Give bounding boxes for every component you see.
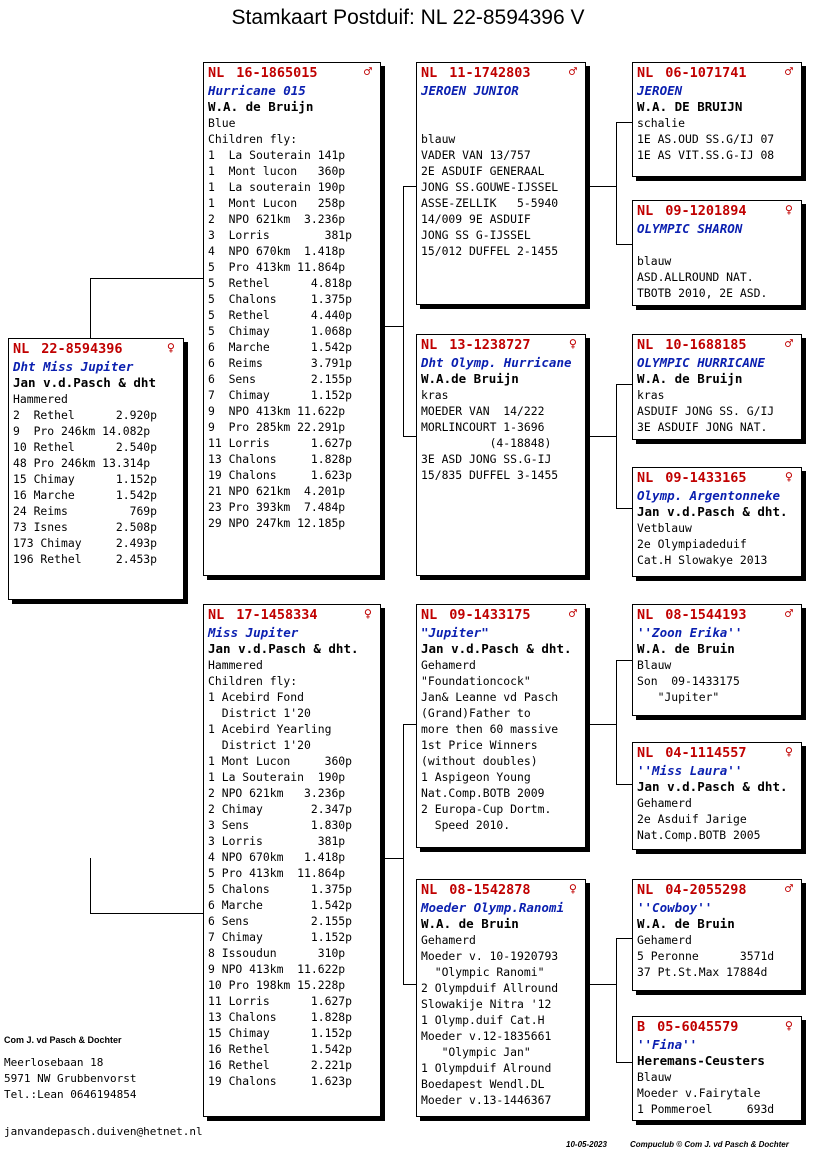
pigeon-card-mother-mother[interactable] xyxy=(416,879,586,1117)
footer-date: 10-05-2023 xyxy=(566,1140,607,1149)
pigeon-info-line: schalie xyxy=(637,116,686,130)
pigeon-header xyxy=(421,337,581,355)
pigeon-card-fff[interactable] xyxy=(632,62,802,177)
pigeon-info-line: Vetblauw xyxy=(637,521,692,535)
pigeon-info-line: 13 Chalons 1.828p xyxy=(208,1010,353,1024)
country-code: NL xyxy=(421,65,438,81)
pigeon-info-line: kras xyxy=(637,388,665,402)
connector-line xyxy=(616,938,617,1062)
pigeon-info-line: Blauw xyxy=(637,1070,672,1084)
pigeon-name: "Jupiter" xyxy=(421,625,489,640)
connector-line xyxy=(385,326,403,327)
pigeon-info-line: blauw xyxy=(421,132,456,146)
pigeon-card-mfm[interactable] xyxy=(632,742,802,850)
pigeon-info-line: VADER VAN 13/757 xyxy=(421,148,531,162)
pigeon-info-line: 9 NPO 413km 11.622p xyxy=(208,404,346,418)
breeder-city: 5971 NW Grubbenvorst xyxy=(4,1072,137,1085)
male-icon: ♂ xyxy=(363,64,372,80)
country-code: NL xyxy=(637,65,654,81)
pigeon-info-line: 9 NPO 413km 11.622p xyxy=(208,962,346,976)
connector-line xyxy=(590,984,616,985)
pigeon-info-line: 19 Chalons 1.623p xyxy=(208,1074,353,1088)
pigeon-info-line: 1 Olympduif Alround xyxy=(421,1061,552,1075)
country-code: NL xyxy=(637,882,654,898)
ring-number: 16-1865015 xyxy=(236,65,318,81)
pigeon-header xyxy=(637,337,797,355)
pigeon-owner: Jan v.d.Pasch & dht. xyxy=(421,641,572,656)
pigeon-info-line: 37 Pt.St.Max 17884d xyxy=(637,965,768,979)
pigeon-info-line: kras xyxy=(421,388,449,402)
pigeon-info-line: Gehamerd xyxy=(421,933,476,947)
pigeon-owner: Jan v.d.Pasch & dht xyxy=(13,375,156,390)
pigeon-info-line: 1 Mont Lucon 258p xyxy=(208,196,346,210)
pigeon-card-fmm[interactable] xyxy=(632,467,802,577)
pigeon-info-line: 9 Pro 285km 22.291p xyxy=(208,420,346,434)
female-icon: ♀ xyxy=(568,881,577,897)
pigeon-owner: Jan v.d.Pasch & dht. xyxy=(637,779,788,794)
pigeon-name: OLYMPIC HURRICANE xyxy=(637,355,765,370)
pigeon-info-line: Son 09-1433175 xyxy=(637,674,740,688)
ring-number: 22-8594396 xyxy=(41,341,123,357)
pigeon-info-line: 11 Lorris 1.627p xyxy=(208,436,353,450)
pigeon-info-line: JONG SS.GOUWE-IJSSEL xyxy=(421,180,559,194)
pigeon-info-line: 1 La souterain 190p xyxy=(208,180,346,194)
pigeon-info-line: 15 Chimay 1.152p xyxy=(13,472,158,486)
pigeon-info-line: ASD.ALLROUND NAT. xyxy=(637,270,754,284)
pigeon-info-line: District 1'20 xyxy=(208,738,311,752)
country-code: NL xyxy=(421,607,438,623)
pigeon-info-line: 5 Rethel 4.818p xyxy=(208,276,353,290)
breeder-street: Meerlosebaan 18 xyxy=(4,1056,104,1069)
pigeon-info-line: 196 Rethel 2.453p xyxy=(13,552,158,566)
male-icon: ♂ xyxy=(568,64,577,80)
female-icon: ♀ xyxy=(784,202,793,218)
pigeon-header xyxy=(421,607,581,625)
pigeon-name: Dht Miss Jupiter xyxy=(13,359,134,374)
pigeon-owner: W.A. de Bruin xyxy=(637,641,735,656)
female-icon: ♀ xyxy=(784,744,793,760)
pigeon-info-line: 2E ASDUIF GENERAAL xyxy=(421,164,545,178)
pigeon-info-line: Nat.Comp.BOTB 2005 xyxy=(637,828,761,842)
pigeon-card-mother[interactable] xyxy=(203,604,381,1117)
breeder-email[interactable]: janvandepasch.duiven@hetnet.nl xyxy=(4,1125,203,1138)
breeder-name: Com J. vd Pasch & Dochter xyxy=(4,1035,122,1045)
pigeon-info-line: 5 Chimay 1.068p xyxy=(208,324,353,338)
pigeon-info-line: 4 NPO 670km 1.418p xyxy=(208,850,346,864)
pigeon-info-line: "Olympic Jan" xyxy=(421,1045,531,1059)
female-icon: ♀ xyxy=(568,336,577,352)
pigeon-info-line: 5 Pro 413km 11.864p xyxy=(208,866,346,880)
ring-number: 09-1201894 xyxy=(665,203,747,219)
country-code: NL xyxy=(13,341,30,357)
pigeon-card-main[interactable] xyxy=(8,338,184,600)
pigeon-header xyxy=(208,65,376,83)
pigeon-info-line: 1 Acebird Yearling xyxy=(208,722,332,736)
pigeon-info-line: 21 NPO 621km 4.201p xyxy=(208,484,346,498)
pigeon-card-fmf[interactable] xyxy=(632,334,802,440)
pigeon-info-line: Gehamerd xyxy=(421,658,476,672)
pigeon-info-line: 11 Lorris 1.627p xyxy=(208,994,353,1008)
pigeon-info-line: MOEDER VAN 14/222 xyxy=(421,404,545,418)
pigeon-info-line: Slowakije Nitra '12 xyxy=(421,997,552,1011)
pigeon-info-line: ASSE-ZELLIK 5-5940 xyxy=(421,196,559,210)
pigeon-card-mff[interactable] xyxy=(632,604,802,716)
pigeon-info-line: 1 Acebird Fond xyxy=(208,690,305,704)
pigeon-info-line: 1 Olymp.duif Cat.H xyxy=(421,1013,545,1027)
ring-number: 10-1688185 xyxy=(665,337,747,353)
country-code: NL xyxy=(421,337,438,353)
breeder-tel: Tel.:Lean 0646194854 xyxy=(4,1088,137,1101)
pigeon-header xyxy=(421,882,581,900)
ring-number: 13-1238727 xyxy=(449,337,531,353)
pigeon-info-line: MORLINCOURT 1-3696 xyxy=(421,420,545,434)
pigeon-card-mmm[interactable] xyxy=(632,1016,802,1121)
pigeon-header xyxy=(421,65,581,83)
pigeon-info-line: Moeder v.12-1835661 xyxy=(421,1029,552,1043)
pigeon-info-line: 173 Chimay 2.493p xyxy=(13,536,158,550)
pigeon-info-line: 73 Isnes 2.508p xyxy=(13,520,158,534)
pigeon-name: ''Miss Laura'' xyxy=(637,763,743,778)
pigeon-info-line: 13 Chalons 1.828p xyxy=(208,452,353,466)
male-icon: ♂ xyxy=(784,606,793,622)
pigeon-info-line: Children fly: xyxy=(208,132,298,146)
pigeon-info-line: 15/012 DUFFEL 2-1455 xyxy=(421,244,559,258)
connector-line xyxy=(403,186,417,187)
pigeon-info-line: 4 NPO 670km 1.418p xyxy=(208,244,346,258)
pigeon-info-line: 6 Sens 2.155p xyxy=(208,914,353,928)
connector-line xyxy=(590,724,616,725)
ring-number: 17-1458334 xyxy=(236,607,318,623)
country-code: NL xyxy=(208,65,225,81)
country-code: NL xyxy=(208,607,225,623)
connector-line xyxy=(403,724,417,725)
ring-number: 09-1433175 xyxy=(449,607,531,623)
pigeon-info-line: TBOTB 2010, 2E ASD. xyxy=(637,286,768,300)
pigeon-info-line: Moeder v. 10-1920793 xyxy=(421,949,559,963)
pigeon-info-line: 1 Mont Lucon 360p xyxy=(208,754,353,768)
pigeon-info-line: 1 Mont lucon 360p xyxy=(208,164,346,178)
pigeon-info-line: 1 Pommeroel 693d xyxy=(637,1102,775,1116)
pigeon-info-line: 48 Pro 246km 13.314p xyxy=(13,456,151,470)
pigeon-header xyxy=(637,745,797,763)
pigeon-owner: Jan v.d.Pasch & dht. xyxy=(637,504,788,519)
pigeon-info-line: 7 Chimay 1.152p xyxy=(208,388,353,402)
pigeon-info-line: Gehamerd xyxy=(637,933,692,947)
pigeon-header xyxy=(208,607,376,625)
female-icon: ♀ xyxy=(363,606,372,622)
pigeon-name: OLYMPIC SHARON xyxy=(637,221,743,236)
pigeon-info-line: 1st Price Winners xyxy=(421,738,538,752)
pigeon-info-line: 16 Rethel 2.221p xyxy=(208,1058,353,1072)
pigeon-info-line: 5 Chalons 1.375p xyxy=(208,292,353,306)
pigeon-info-line: 10 Pro 198km 15.228p xyxy=(208,978,346,992)
pigeon-info-line: blauw xyxy=(637,254,672,268)
pigeon-card-father-mother[interactable] xyxy=(416,334,586,576)
country-code: NL xyxy=(637,337,654,353)
connector-line xyxy=(403,436,417,437)
pigeon-info-line: "Olympic Ranomi" xyxy=(421,965,545,979)
pigeon-info-line: 19 Chalons 1.623p xyxy=(208,468,353,482)
pigeon-name: ''Zoon Erika'' xyxy=(637,625,743,640)
pigeon-info-line: 3 Lorris 381p xyxy=(208,834,346,848)
pigeon-name: Dht Olymp. Hurricane xyxy=(421,355,572,370)
connector-line xyxy=(403,186,404,436)
connector-line xyxy=(590,186,616,187)
pigeon-info-line: 16 Rethel 1.542p xyxy=(208,1042,353,1056)
pigeon-name: Moeder Olymp.Ranomi xyxy=(421,900,564,915)
country-code: NL xyxy=(637,745,654,761)
pigeon-info-line: Gehamerd xyxy=(637,796,692,810)
pigeon-info-line: 6 Marche 1.542p xyxy=(208,898,353,912)
ring-number: 08-1542878 xyxy=(449,882,531,898)
pigeon-owner: W.A. de Bruin xyxy=(421,916,519,931)
female-icon: ♀ xyxy=(784,469,793,485)
connector-line xyxy=(385,858,403,859)
pigeon-info-line: Blue xyxy=(208,116,236,130)
pigeon-info-line: 15 Chimay 1.152p xyxy=(208,1026,353,1040)
country-code: NL xyxy=(637,203,654,219)
female-icon: ♀ xyxy=(784,1018,793,1034)
pigeon-info-line: (without doubles) xyxy=(421,754,538,768)
pigeon-name: ''Cowboy'' xyxy=(637,900,713,915)
ring-number: 05-6045579 xyxy=(657,1019,739,1035)
breeder-block xyxy=(4,1035,136,1103)
pigeon-info-line: 16 Marche 1.542p xyxy=(13,488,158,502)
male-icon: ♂ xyxy=(568,606,577,622)
country-code: NL xyxy=(637,470,654,486)
pigeon-info-line: "Jupiter" xyxy=(637,690,720,704)
pigeon-name: Hurricane 015 xyxy=(208,83,306,98)
pigeon-info-line: 1 La Souterain 141p xyxy=(208,148,346,162)
pigeon-header xyxy=(637,882,797,900)
pigeon-info-line: Cat.H Slowakye 2013 xyxy=(637,553,768,567)
pigeon-info-line: Jan& Leanne vd Pasch xyxy=(421,690,559,704)
pigeon-info-line: District 1'20 xyxy=(208,706,311,720)
male-icon: ♂ xyxy=(784,64,793,80)
ring-number: 11-1742803 xyxy=(449,65,531,81)
pigeon-card-mmf[interactable] xyxy=(632,879,802,991)
pigeon-info-line: 1 Aspigeon Young xyxy=(421,770,531,784)
ring-number: 08-1544193 xyxy=(665,607,747,623)
ring-number: 04-2055298 xyxy=(665,882,747,898)
footer-credit: Compuclub © Com J. vd Pasch & Dochter xyxy=(630,1140,789,1149)
pigeon-info-line: 6 Sens 2.155p xyxy=(208,372,353,386)
pigeon-owner: Jan v.d.Pasch & dht. xyxy=(208,641,359,656)
pigeon-card-father-father[interactable] xyxy=(416,62,586,305)
connector-line xyxy=(616,384,617,508)
pigeon-info-line: Moeder v.13-1446367 xyxy=(421,1093,552,1107)
pigeon-info-line: 1E AS VIT.SS.G-IJ 08 xyxy=(637,148,775,162)
pigeon-owner xyxy=(637,237,797,253)
pigeon-info-line: Hammered xyxy=(13,392,68,406)
pigeon-info-line: Blauw xyxy=(637,658,672,672)
pigeon-card-ffm[interactable] xyxy=(632,200,802,306)
pigeon-info-line: 1E AS.OUD SS.G/IJ 07 xyxy=(637,132,775,146)
pigeon-header xyxy=(637,607,797,625)
pigeon-info-line: Speed 2010. xyxy=(421,818,511,832)
pigeon-info-line: ASDUIF JONG SS. G/IJ xyxy=(637,404,775,418)
pigeon-info-line: 3E ASD JONG SS.G-IJ xyxy=(421,452,552,466)
pigeon-header xyxy=(637,470,797,488)
pigeon-owner xyxy=(421,99,581,115)
pigeon-owner: W.A. de Bruin xyxy=(637,916,735,931)
connector-line xyxy=(90,278,91,340)
pigeon-info-line: 10 Rethel 2.540p xyxy=(13,440,158,454)
connector-line xyxy=(616,660,617,784)
pigeon-info-line: Boedapest Wendl.DL xyxy=(421,1077,545,1091)
ring-number: 09-1433165 xyxy=(665,470,747,486)
pigeon-header xyxy=(13,341,179,359)
pigeon-info-line xyxy=(421,115,581,131)
connector-line xyxy=(90,913,204,914)
pigeon-info-line: JONG SS G-IJSSEL xyxy=(421,228,531,242)
pigeon-info-line: 5 Rethel 4.440p xyxy=(208,308,353,322)
pigeon-info-line: 3 Lorris 381p xyxy=(208,228,353,242)
pigeon-info-line: 9 Pro 246km 14.082p xyxy=(13,424,151,438)
pigeon-card-mother-father[interactable] xyxy=(416,604,586,848)
pigeon-info-line: 8 Issoudun 310p xyxy=(208,946,346,960)
pigeon-owner: W.A. de Bruijn xyxy=(208,99,314,114)
pigeon-info-line: Children fly: xyxy=(208,674,298,688)
pigeon-card-father[interactable] xyxy=(203,62,381,576)
pigeon-info-line: 6 Reims 3.791p xyxy=(208,356,353,370)
pigeon-name: Olymp. Argentonneke xyxy=(637,488,780,503)
page-title: Stamkaart Postduif: NL 22-8594396 V xyxy=(231,6,585,29)
pigeon-info-line: 5 Peronne 3571d xyxy=(637,949,775,963)
pigeon-info-line: 2 NPO 621km 3.236p xyxy=(208,786,346,800)
pigeon-header xyxy=(637,1019,797,1037)
pigeon-info-line: 2 Europa-Cup Dortm. xyxy=(421,802,552,816)
ring-number: 04-1114557 xyxy=(665,745,747,761)
female-icon: ♀ xyxy=(166,340,175,356)
pigeon-info-line: 2 NPO 621km 3.236p xyxy=(208,212,346,226)
pigeon-info-line: 2e Olympiadeduif xyxy=(637,537,747,551)
male-icon: ♂ xyxy=(784,881,793,897)
connector-line xyxy=(616,122,617,244)
pigeon-owner: Heremans-Ceusters xyxy=(637,1053,765,1068)
pigeon-info-line: (Grand)Father to xyxy=(421,706,531,720)
pigeon-info-line: "Foundationcock" xyxy=(421,674,531,688)
connector-line xyxy=(403,724,404,984)
pigeon-info-line: Nat.Comp.BOTB 2009 xyxy=(421,786,545,800)
pigeon-header xyxy=(637,65,797,83)
pigeon-owner: W.A. de Bruijn xyxy=(637,371,743,386)
connector-line xyxy=(403,984,417,985)
pigeon-info-line: 24 Reims 769p xyxy=(13,504,158,518)
pigeon-info-line: 2 Chimay 2.347p xyxy=(208,802,353,816)
pigeon-name: ''Fina'' xyxy=(637,1037,698,1052)
ring-number: 06-1071741 xyxy=(665,65,747,81)
pigeon-info-line: 29 NPO 247km 12.185p xyxy=(208,516,346,530)
pigeon-info-line: 15/835 DUFFEL 3-1455 xyxy=(421,468,559,482)
pigeon-info-line: 2e Asduif Jarige xyxy=(637,812,747,826)
pigeon-owner: W.A. DE BRUIJN xyxy=(637,99,743,114)
country-code: B xyxy=(637,1019,646,1035)
pigeon-name: JEROEN JUNIOR xyxy=(421,83,519,98)
pigeon-info-line: Hammered xyxy=(208,658,263,672)
pigeon-name: Miss Jupiter xyxy=(208,625,299,640)
connector-line xyxy=(590,436,616,437)
pigeon-info-line: 5 Pro 413km 11.864p xyxy=(208,260,346,274)
pigeon-info-line: 7 Chimay 1.152p xyxy=(208,930,353,944)
male-icon: ♂ xyxy=(784,336,793,352)
pigeon-info-line: 2 Olympduif Allround xyxy=(421,981,559,995)
pigeon-info-line: 2 Rethel 2.920p xyxy=(13,408,158,422)
connector-line xyxy=(90,278,204,279)
pigeon-info-line: 23 Pro 393km 7.484p xyxy=(208,500,346,514)
pigeon-info-line: 14/009 9E ASDUIF xyxy=(421,212,531,226)
pigeon-header xyxy=(637,203,797,221)
pigeon-info-line: 3E ASDUIF JONG NAT. xyxy=(637,420,768,434)
country-code: NL xyxy=(421,882,438,898)
country-code: NL xyxy=(637,607,654,623)
pigeon-info-line: 6 Marche 1.542p xyxy=(208,340,353,354)
pigeon-info-line: 1 La Souterain 190p xyxy=(208,770,346,784)
pigeon-info-line: Moeder v.Fairytale xyxy=(637,1086,761,1100)
pigeon-owner: W.A.de Bruijn xyxy=(421,371,519,386)
pigeon-name: JEROEN xyxy=(637,83,683,98)
pigeon-info-line: (4-18848) xyxy=(421,436,552,450)
pigeon-info-line: more then 60 massive xyxy=(421,722,559,736)
connector-line xyxy=(90,858,91,913)
pigeon-info-line: 3 Sens 1.830p xyxy=(208,818,353,832)
pigeon-info-line: 5 Chalons 1.375p xyxy=(208,882,353,896)
